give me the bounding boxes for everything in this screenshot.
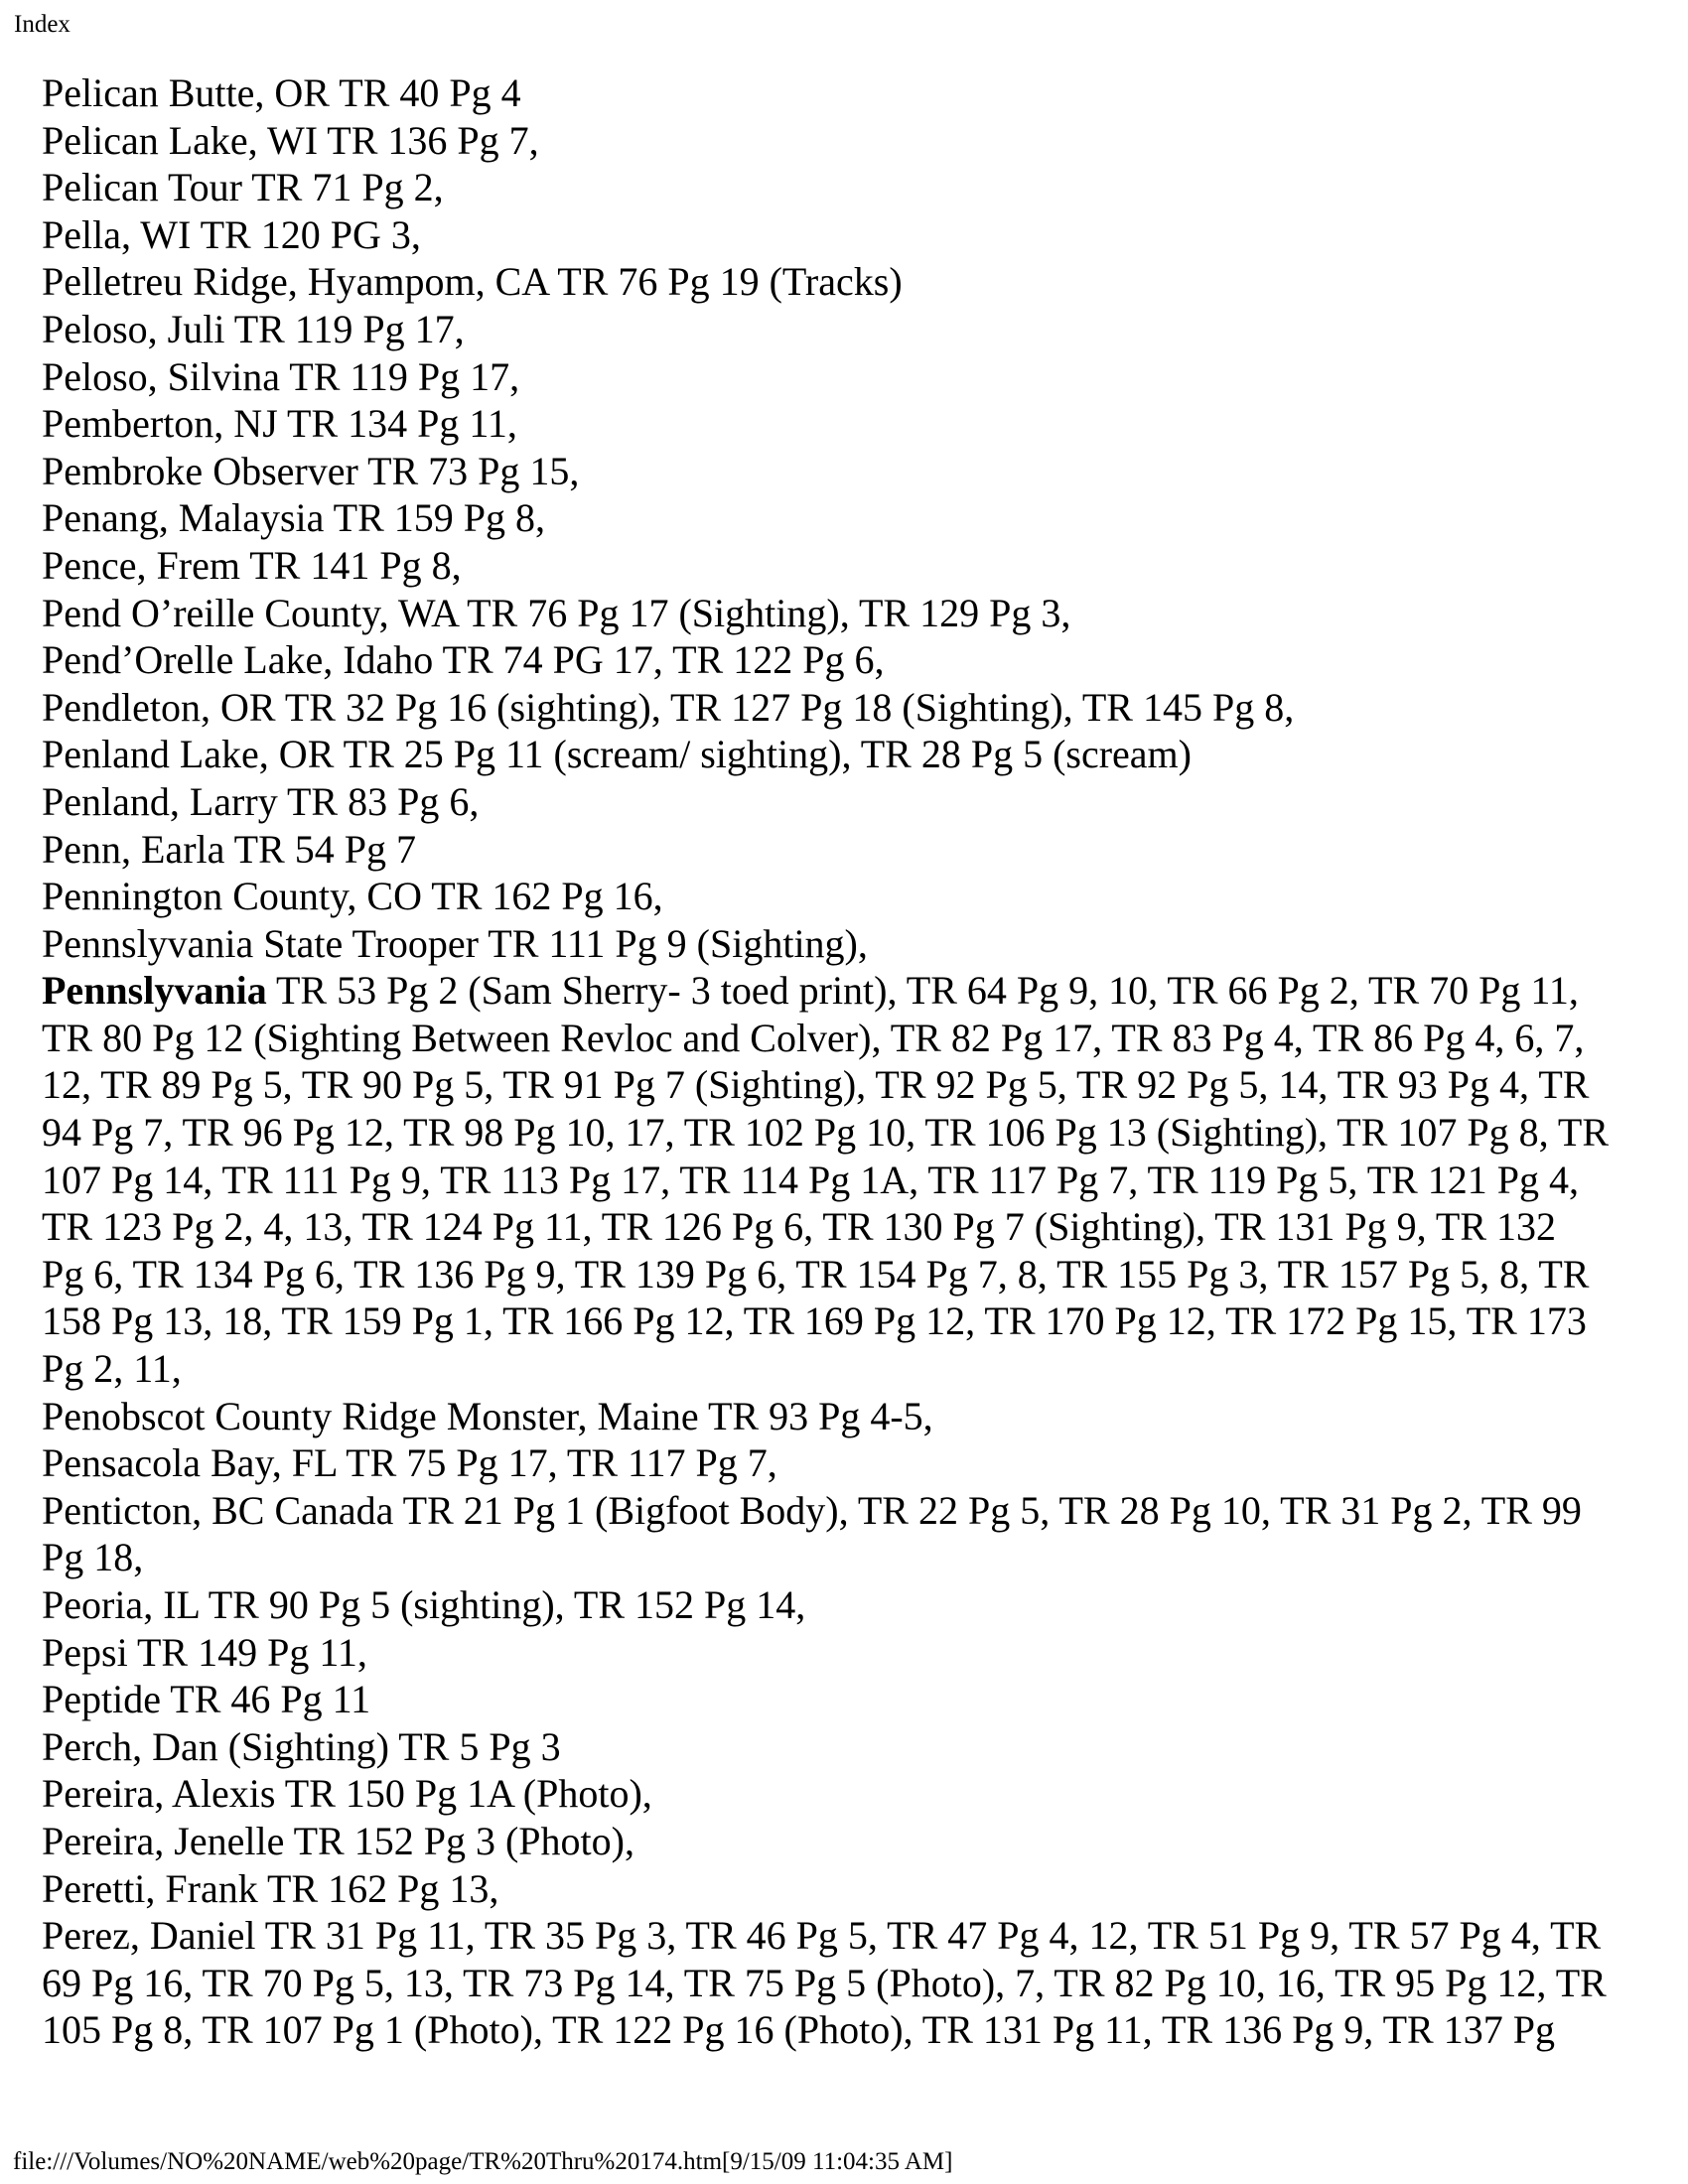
index-line-text: Perez, Daniel TR 31 Pg 11, TR 35 Pg 3, TR 46 Pg 5, TR 47 Pg 4, 12, TR 51 Pg 9, TR 57 Pg 4, TR [42, 1913, 1602, 1959]
index-line-text: Pendleton, OR TR 32 Pg 16 (sighting), TR 127 Pg 18 (Sighting), TR 145 Pg 8, [42, 684, 1295, 730]
index-line [42, 1015, 1670, 1062]
index-line [42, 1770, 1670, 1818]
index-line [42, 1251, 1670, 1298]
index-line [42, 1297, 1670, 1345]
index-line-text: 94 Pg 7, TR 96 Pg 12, TR 98 Pg 10, 17, TR 102 Pg 10, TR 106 Pg 13 (Sighting), TR 107 Pg 8, TR [42, 1110, 1610, 1156]
index-line [42, 731, 1670, 778]
index-line-text: Penang, Malaysia TR 159 Pg 8, [42, 495, 546, 541]
index-line [42, 778, 1670, 826]
index-line-text: Pembroke Observer TR 73 Pg 15, [42, 448, 580, 493]
index-line-text: Pereira, Jenelle TR 152 Pg 3 (Photo), [42, 1818, 634, 1863]
index-line-text: Pg 2, 11, [42, 1346, 182, 1392]
index-line [42, 164, 1670, 211]
index-line [42, 684, 1670, 732]
index-line-text: 12, TR 89 Pg 5, TR 90 Pg 5, TR 91 Pg 7 (Sighting), TR 92 Pg 5, TR 92 Pg 5, 14, TR 93 Pg 4, TR [42, 1062, 1590, 1108]
index-line-text: Penland, Larry TR 83 Pg 6, [42, 778, 480, 824]
index-line [42, 400, 1670, 448]
index-line-text: TR 80 Pg 12 (Sighting Between Revloc and Colver), TR 82 Pg 17, TR 83 Pg 4, TR 86 Pg 4, 6, 7, [42, 1015, 1585, 1060]
index-line-text: Pend’Orelle Lake, Idaho TR 74 PG 17, TR 122 Pg 6, [42, 637, 885, 683]
index-line [42, 2006, 1670, 2054]
index-line [42, 1581, 1670, 1629]
index-line [42, 448, 1670, 495]
index-line [42, 826, 1670, 874]
index-line [42, 1723, 1670, 1771]
index-line [42, 1487, 1670, 1535]
index-line-text: Pereira, Alexis TR 150 Pg 1A (Photo), [42, 1771, 652, 1817]
index-line-text: Pence, Frem TR 141 Pg 8, [42, 542, 462, 588]
index-line [42, 1818, 1670, 1865]
index-line [42, 353, 1670, 401]
index-line [42, 1439, 1670, 1487]
index-line-text: Pelletreu Ridge, Hyampom, CA TR 76 Pg 19 (Tracks) [42, 259, 903, 305]
index-line-text: Peptide TR 46 Pg 11 [42, 1677, 371, 1722]
index-line-text: Pensacola Bay, FL TR 75 Pg 17, TR 117 Pg 7, [42, 1440, 777, 1486]
index-line [42, 873, 1670, 920]
index-line [42, 69, 1670, 117]
index-line [42, 211, 1670, 259]
print-footer-url: file:///Volumes/NO%20NAME/web%20page/TR%20Thru%20174.htm[9/15/09 11:04:35 AM] [13, 2148, 953, 2175]
index-line-text: Pelican Tour TR 71 Pg 2, [42, 165, 444, 210]
index-line [42, 590, 1670, 637]
index-list [42, 69, 1670, 2054]
index-line-text: TR 123 Pg 2, 4, 13, TR 124 Pg 11, TR 126 Pg 6, TR 130 Pg 7 (Sighting), TR 131 Pg 9, TR 132 [42, 1204, 1557, 1250]
index-line-text: Pepsi TR 149 Pg 11, [42, 1629, 367, 1675]
index-line [42, 1865, 1670, 1913]
index-line-text: Penn, Earla TR 54 Pg 7 [42, 826, 417, 872]
index-line [42, 1109, 1670, 1157]
index-line [42, 494, 1670, 542]
index-line-text: Penland Lake, OR TR 25 Pg 11 (scream/ sighting), TR 28 Pg 5 (scream) [42, 732, 1192, 777]
index-line [42, 1534, 1670, 1581]
index-line-text: Perch, Dan (Sighting) TR 5 Pg 3 [42, 1723, 561, 1769]
index-line-text: Pend O’reille County, WA TR 76 Pg 17 (Sighting), TR 129 Pg 3, [42, 590, 1071, 635]
index-line-text: 107 Pg 14, TR 111 Pg 9, TR 113 Pg 17, TR 114 Pg 1A, TR 117 Pg 7, TR 119 Pg 5, TR 121 Pg 4, [42, 1157, 1580, 1202]
index-line-text: Penobscot County Ridge Monster, Maine TR 93 Pg 4-5, [42, 1393, 933, 1438]
index-line [42, 1676, 1670, 1723]
index-line [42, 542, 1670, 590]
index-line-text: Pennslyvania State Trooper TR 111 Pg 9 (Sighting), [42, 920, 868, 966]
index-line [42, 1393, 1670, 1440]
index-line-text: Pg 18, [42, 1535, 144, 1580]
index-line-text: TR 53 Pg 2 (Sam Sherry- 3 toed print), TR 64 Pg 9, 10, TR 66 Pg 2, TR 70 Pg 11, [266, 968, 1579, 1014]
index-line [42, 1061, 1670, 1109]
index-line [42, 258, 1670, 306]
index-line-text: Pelican Butte, OR TR 40 Pg 4 [42, 70, 521, 115]
index-line [42, 1960, 1670, 2007]
index-line [42, 306, 1670, 353]
index-line-text: 69 Pg 16, TR 70 Pg 5, 13, TR 73 Pg 14, TR 75 Pg 5 (Photo), 7, TR 82 Pg 10, 16, TR 95 Pg 12, TR [42, 1960, 1607, 2005]
index-line [42, 967, 1670, 1015]
index-line [42, 920, 1670, 968]
index-line-text: Peloso, Silvina TR 119 Pg 17, [42, 353, 520, 399]
print-header-title: Index [14, 11, 70, 38]
index-line [42, 117, 1670, 165]
index-line-text: Pelican Lake, WI TR 136 Pg 7, [42, 117, 539, 163]
index-line [42, 1345, 1670, 1393]
index-line-text: Penticton, BC Canada TR 21 Pg 1 (Bigfoot Body), TR 22 Pg 5, TR 28 Pg 10, TR 31 Pg 2, TR 99 [42, 1487, 1582, 1533]
index-term-bold: Pennslyvania [42, 968, 267, 1014]
index-line-text: 158 Pg 13, 18, TR 159 Pg 1, TR 166 Pg 12, TR 169 Pg 12, TR 170 Pg 12, TR 172 Pg 15, TR 173 [42, 1298, 1587, 1344]
index-line-text: 105 Pg 8, TR 107 Pg 1 (Photo), TR 122 Pg 16 (Photo), TR 131 Pg 11, TR 136 Pg 9, TR 137 Pg [42, 2007, 1555, 2053]
index-line-text: Peloso, Juli TR 119 Pg 17, [42, 306, 465, 351]
index-line [42, 1157, 1670, 1204]
index-line-text: Pella, WI TR 120 PG 3, [42, 211, 421, 257]
index-line-text: Peretti, Frank TR 162 Pg 13, [42, 1865, 499, 1911]
index-line-text: Pennington County, CO TR 162 Pg 16, [42, 874, 663, 919]
index-line [42, 1629, 1670, 1677]
index-line-text: Peoria, IL TR 90 Pg 5 (sighting), TR 152 Pg 14, [42, 1582, 806, 1627]
index-line [42, 636, 1670, 684]
index-line [42, 1912, 1670, 1960]
index-line [42, 1203, 1670, 1251]
index-line-text: Pemberton, NJ TR 134 Pg 11, [42, 401, 517, 447]
index-line-text: Pg 6, TR 134 Pg 6, TR 136 Pg 9, TR 139 Pg 6, TR 154 Pg 7, 8, TR 155 Pg 3, TR 157 Pg 5, 8, TR [42, 1251, 1590, 1297]
